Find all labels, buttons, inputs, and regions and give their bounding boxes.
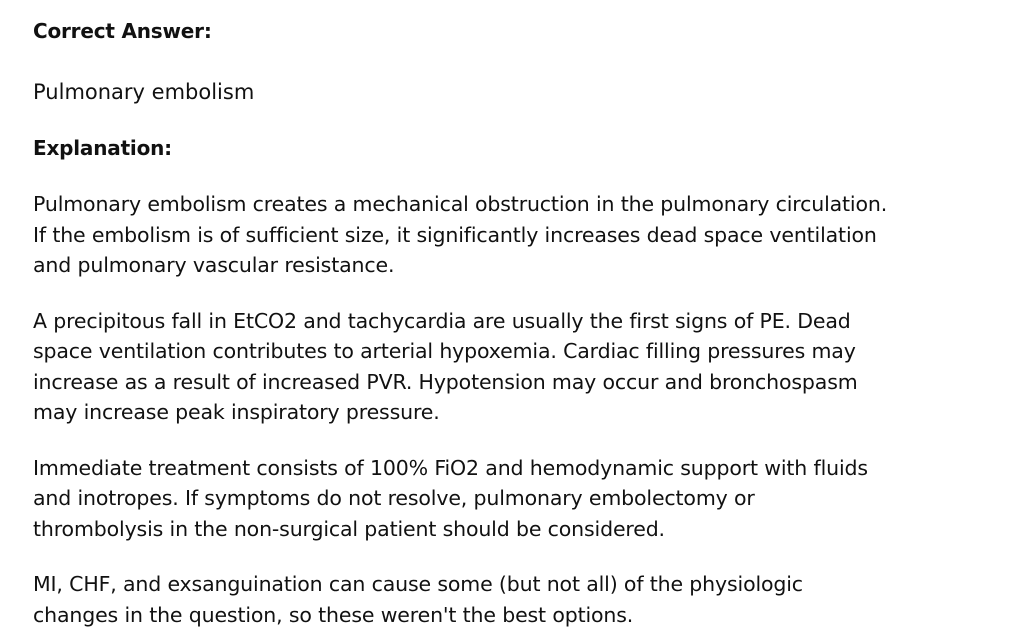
explanation-heading: Explanation:: [33, 136, 172, 160]
paragraph-line: and pulmonary vascular resistance.: [33, 253, 395, 277]
explanation-paragraph-2: [33, 306, 993, 428]
explanation-paragraph-3: [33, 453, 993, 545]
paragraph-line: space ventilation contributes to arterial hypoxemia. Cardiac filling pressures may: [33, 339, 856, 363]
paragraph-line: Pulmonary embolism creates a mechanical obstruction in the pulmonary circulation.: [33, 192, 888, 216]
paragraph-line: increase as a result of increased PVR. Hypotension may occur and bronchospasm: [33, 369, 858, 394]
paragraph-line: MI, CHF, and exsanguination can cause some (but not all) of the physiologic: [33, 572, 803, 596]
paragraph-line: and inotropes. If symptoms do not resolve, pulmonary embolectomy or: [33, 486, 755, 510]
explanation-paragraph-4: [33, 569, 993, 630]
answer-explanation-panel: [33, 14, 993, 630]
paragraph-line: may increase peak inspiratory pressure.: [33, 400, 440, 424]
paragraph-line: thrombolysis in the non-surgical patient should be considered.: [33, 516, 665, 541]
explanation-paragraph-1: [33, 189, 993, 281]
paragraph-line: If the embolism is of sufficient size, it significantly increases dead space ventilation: [33, 222, 877, 247]
paragraph-line: changes in the question, so these weren't the best options.: [33, 602, 634, 627]
paragraph-line: A precipitous fall in EtCO2 and tachycardia are usually the first signs of PE. Dead: [33, 308, 851, 333]
paragraph-line: Immediate treatment consists of 100% FiO2 and hemodynamic support with fluids: [33, 455, 868, 480]
correct-answer-heading: Correct Answer:: [33, 19, 212, 43]
correct-answer-text: Pulmonary embolism: [33, 80, 255, 104]
